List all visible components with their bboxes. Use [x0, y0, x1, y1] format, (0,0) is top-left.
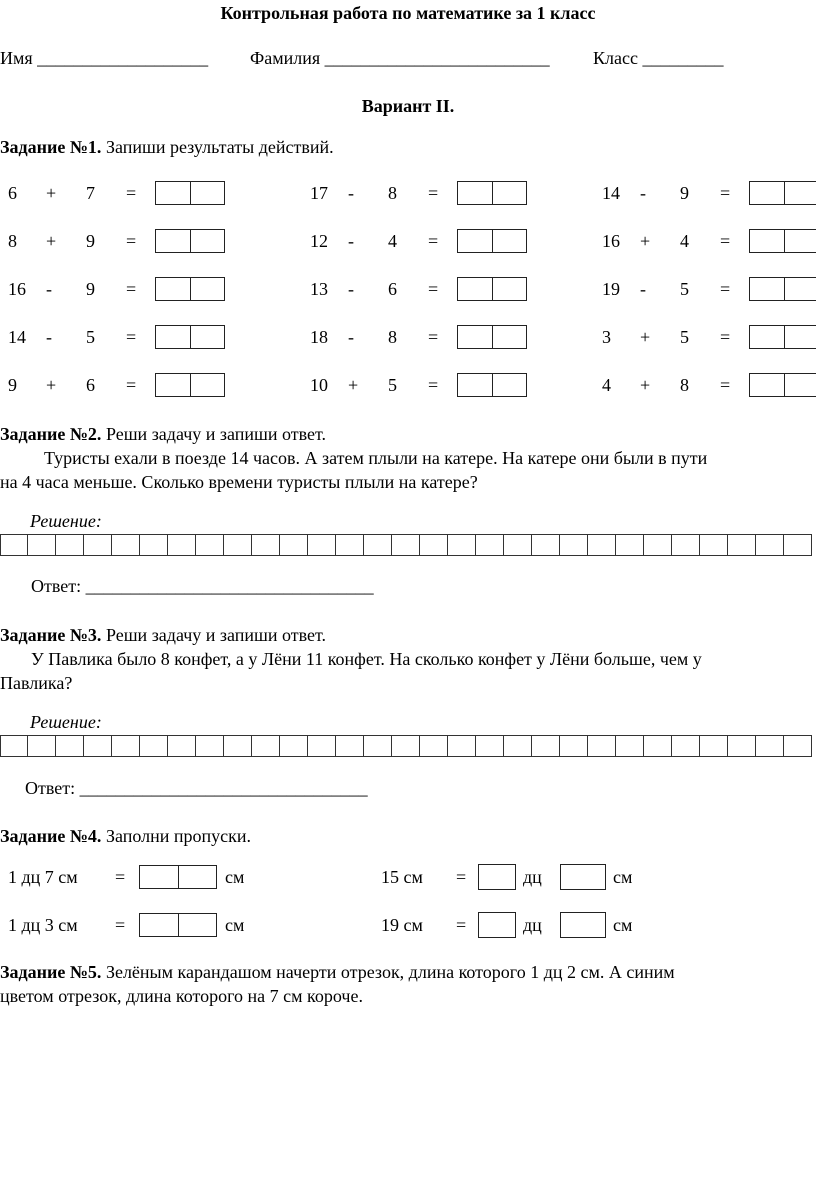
name-field-label: Имя ___________________	[0, 48, 209, 68]
task4-right-unit1: дц	[523, 867, 542, 887]
exercise-operand-a: 3	[602, 327, 611, 347]
task2-text: Реши задачу и запиши ответ.	[105, 424, 327, 444]
grid-cell[interactable]	[252, 534, 280, 556]
answer-cell[interactable]	[155, 277, 191, 301]
grid-cell[interactable]	[448, 735, 476, 757]
answer-cell[interactable]	[457, 373, 493, 397]
answer-cell[interactable]	[179, 865, 217, 889]
exercise-operand-a: 9	[8, 375, 17, 395]
answer-cell[interactable]	[155, 229, 191, 253]
answer-cell[interactable]	[493, 373, 527, 397]
task4-left-expr: 1 дц 7 см	[8, 867, 78, 887]
grid-cell[interactable]	[336, 735, 364, 757]
answer-cell[interactable]	[457, 229, 493, 253]
task3-solution-grid[interactable]	[0, 735, 816, 757]
exercise-answer-cells[interactable]	[457, 229, 527, 253]
exercise-operator: +	[348, 375, 359, 395]
answer-cell[interactable]	[749, 181, 785, 205]
exercise-operator: -	[348, 231, 354, 251]
task4-left-answer-cells[interactable]	[139, 913, 217, 937]
answer-cell[interactable]	[749, 229, 785, 253]
answer-cell[interactable]	[493, 229, 527, 253]
grid-cell[interactable]	[112, 735, 140, 757]
task4-right-unit2: см	[613, 867, 633, 887]
exercise-operator: -	[348, 183, 354, 203]
grid-cell[interactable]	[644, 735, 672, 757]
grid-cell[interactable]	[56, 534, 84, 556]
answer-cell[interactable]	[179, 913, 217, 937]
exercise-operand-a: 8	[8, 231, 17, 251]
answer-cell[interactable]	[493, 181, 527, 205]
exercise-operand-b: 9	[680, 183, 689, 203]
answer-cell[interactable]	[493, 325, 527, 349]
answer-cell[interactable]	[191, 181, 225, 205]
answer-cell[interactable]	[155, 373, 191, 397]
answer-cell[interactable]	[785, 277, 816, 301]
exercise-operand-a: 12	[310, 231, 328, 251]
grid-cell[interactable]	[616, 735, 644, 757]
exercise-equals-sign: =	[428, 231, 439, 251]
exercise-equals-sign: =	[126, 231, 137, 251]
grid-cell[interactable]	[700, 735, 728, 757]
grid-cell[interactable]	[224, 735, 252, 757]
task2-solution-grid[interactable]	[0, 534, 816, 556]
task5-heading: Задание №5.	[0, 962, 102, 982]
grid-cell[interactable]	[392, 534, 420, 556]
page-title: Контрольная работа по математике за 1 класс	[220, 3, 596, 23]
exercise-operand-b: 4	[388, 231, 397, 251]
grid-cell[interactable]	[588, 735, 616, 757]
grid-cell[interactable]	[112, 534, 140, 556]
exercise-operand-b: 8	[388, 327, 397, 347]
exercise-equals-sign: =	[126, 327, 137, 347]
answer-cell[interactable]	[191, 229, 225, 253]
task2-problem-line1: Туристы ехали в поезде 14 часов. А затем плыли на катере. На катере они были в пути	[44, 448, 708, 468]
answer-cell[interactable]	[785, 181, 816, 205]
exercise-operator: +	[640, 231, 651, 251]
exercise-operand-a: 14	[602, 183, 620, 203]
grid-cell[interactable]	[364, 534, 392, 556]
task3-heading: Задание №3.	[0, 625, 102, 645]
grid-cell[interactable]	[140, 534, 168, 556]
grid-cell[interactable]	[448, 534, 476, 556]
exercise-operator: -	[640, 183, 646, 203]
exercise-operand-b: 5	[680, 279, 689, 299]
surname-field-label: Фамилия _________________________	[250, 48, 550, 68]
exercise-operand-a: 19	[602, 279, 620, 299]
task4-dm-answer-box[interactable]	[478, 864, 516, 890]
task4-right-expr: 15 см	[381, 867, 423, 887]
exercise-operand-b: 9	[86, 279, 95, 299]
task4-left-eq: =	[115, 867, 126, 887]
exercise-operand-a: 16	[602, 231, 620, 251]
grid-cell[interactable]	[0, 735, 28, 757]
exercise-equals-sign: =	[720, 375, 731, 395]
task4-text: Заполни пропуски.	[105, 826, 251, 846]
grid-cell[interactable]	[756, 534, 784, 556]
grid-cell[interactable]	[560, 534, 588, 556]
exercise-equals-sign: =	[428, 327, 439, 347]
task2-heading: Задание №2.	[0, 424, 102, 444]
exercise-operator: -	[348, 327, 354, 347]
grid-cell[interactable]	[168, 735, 196, 757]
exercise-operand-b: 4	[680, 231, 689, 251]
task2-problem-line2: на 4 часа меньше. Сколько времени туристы плыли на катере?	[0, 472, 478, 492]
grid-cell[interactable]	[28, 534, 56, 556]
grid-cell[interactable]	[280, 534, 308, 556]
exercise-operand-b: 8	[388, 183, 397, 203]
grid-cell[interactable]	[644, 534, 672, 556]
exercise-operand-a: 4	[602, 375, 611, 395]
grid-cell[interactable]	[784, 534, 812, 556]
task1-heading-line	[0, 137, 334, 158]
exercise-answer-cells[interactable]	[457, 373, 527, 397]
exercise-answer-cells[interactable]	[749, 325, 816, 349]
answer-cell[interactable]	[155, 325, 191, 349]
exercise-answer-cells[interactable]	[749, 229, 816, 253]
grid-cell[interactable]	[280, 735, 308, 757]
exercise-operator: -	[46, 327, 52, 347]
answer-cell[interactable]	[457, 325, 493, 349]
exercise-operator: +	[640, 327, 651, 347]
exercise-operand-b: 5	[680, 327, 689, 347]
answer-cell[interactable]	[139, 865, 179, 889]
exercise-operand-a: 10	[310, 375, 328, 395]
answer-cell[interactable]	[749, 325, 785, 349]
exercise-equals-sign: =	[428, 183, 439, 203]
grid-cell[interactable]	[84, 534, 112, 556]
grid-cell[interactable]	[56, 735, 84, 757]
exercise-operator: +	[46, 183, 57, 203]
task3-solution-label: Решение:	[30, 712, 102, 732]
grid-cell[interactable]	[504, 534, 532, 556]
task5-line1	[0, 962, 675, 983]
exercise-answer-cells[interactable]	[155, 373, 225, 397]
exercise-equals-sign: =	[126, 183, 137, 203]
exercise-equals-sign: =	[720, 327, 731, 347]
task3-problem-line2: Павлика?	[0, 673, 73, 693]
grid-cell[interactable]	[504, 735, 532, 757]
exercise-equals-sign: =	[720, 183, 731, 203]
grid-cell[interactable]	[728, 735, 756, 757]
task4-right-eq: =	[456, 867, 467, 887]
task4-heading: Задание №4.	[0, 826, 102, 846]
task3-problem-line1: У Павлика было 8 конфет, а у Лёни 11 конфет. На сколько конфет у Лёни больше, чем у	[31, 649, 702, 669]
grid-cell[interactable]	[728, 534, 756, 556]
task4-left-unit: см	[225, 915, 245, 935]
grid-cell[interactable]	[308, 534, 336, 556]
grid-cell[interactable]	[532, 534, 560, 556]
exercise-answer-cells[interactable]	[155, 325, 225, 349]
task4-heading-line	[0, 826, 251, 847]
exercise-operand-b: 5	[86, 327, 95, 347]
task4-left-eq: =	[115, 915, 126, 935]
answer-cell[interactable]	[785, 325, 816, 349]
task1-heading: Задание №1.	[0, 137, 102, 157]
answer-cell[interactable]	[749, 277, 785, 301]
exercise-answer-cells[interactable]	[457, 181, 527, 205]
task4-left-expr: 1 дц 3 см	[8, 915, 78, 935]
task4-right-eq: =	[456, 915, 467, 935]
exercise-operand-b: 8	[680, 375, 689, 395]
task2-solution-label: Решение:	[30, 511, 102, 531]
class-field-label: Класс _________	[593, 48, 724, 68]
exercise-answer-cells[interactable]	[155, 229, 225, 253]
exercise-operator: -	[640, 279, 646, 299]
exercise-operand-b: 6	[86, 375, 95, 395]
exercise-operator: +	[46, 231, 57, 251]
exercise-equals-sign: =	[428, 375, 439, 395]
exercise-operand-b: 7	[86, 183, 95, 203]
grid-cell[interactable]	[476, 735, 504, 757]
task2-answer-line: Ответ: ________________________________	[31, 576, 374, 596]
grid-cell[interactable]	[560, 735, 588, 757]
task3-heading-line	[0, 625, 326, 646]
exercise-operand-a: 6	[8, 183, 17, 203]
answer-cell[interactable]	[785, 229, 816, 253]
exercise-operand-a: 17	[310, 183, 328, 203]
exercise-answer-cells[interactable]	[749, 181, 816, 205]
exercise-equals-sign: =	[428, 279, 439, 299]
task4-right-expr: 19 см	[381, 915, 423, 935]
exercise-answer-cells[interactable]	[749, 373, 816, 397]
exercise-operator: -	[46, 279, 52, 299]
grid-cell[interactable]	[392, 735, 420, 757]
grid-cell[interactable]	[308, 735, 336, 757]
answer-cell[interactable]	[785, 373, 816, 397]
grid-cell[interactable]	[252, 735, 280, 757]
exercise-operand-a: 16	[8, 279, 26, 299]
exercise-operand-b: 9	[86, 231, 95, 251]
exercise-answer-cells[interactable]	[749, 277, 816, 301]
answer-cell[interactable]	[191, 325, 225, 349]
grid-cell[interactable]	[196, 534, 224, 556]
grid-cell[interactable]	[700, 534, 728, 556]
grid-cell[interactable]	[588, 534, 616, 556]
exercise-operand-b: 6	[388, 279, 397, 299]
exercise-operand-a: 18	[310, 327, 328, 347]
exercise-operator: +	[46, 375, 57, 395]
grid-cell[interactable]	[784, 735, 812, 757]
grid-cell[interactable]	[28, 735, 56, 757]
answer-cell[interactable]	[457, 277, 493, 301]
exercise-equals-sign: =	[720, 279, 731, 299]
task4-right-unit2: см	[613, 915, 633, 935]
grid-cell[interactable]	[364, 735, 392, 757]
task4-left-unit: см	[225, 867, 245, 887]
answer-cell[interactable]	[139, 913, 179, 937]
answer-cell[interactable]	[191, 277, 225, 301]
task4-dm-answer-box[interactable]	[478, 912, 516, 938]
grid-cell[interactable]	[476, 534, 504, 556]
grid-cell[interactable]	[224, 534, 252, 556]
task1-text: Запиши результаты действий.	[105, 137, 334, 157]
answer-cell[interactable]	[493, 277, 527, 301]
grid-cell[interactable]	[84, 735, 112, 757]
exercise-operand-b: 5	[388, 375, 397, 395]
grid-cell[interactable]	[168, 534, 196, 556]
grid-cell[interactable]	[336, 534, 364, 556]
task5-text-line1: Зелёным карандашом начерти отрезок, длина которого 1 дц 2 см. А синим	[105, 962, 675, 982]
exercise-equals-sign: =	[126, 279, 137, 299]
grid-cell[interactable]	[0, 534, 28, 556]
exercise-equals-sign: =	[720, 231, 731, 251]
grid-cell[interactable]	[672, 735, 700, 757]
variant-title: Вариант II.	[361, 96, 455, 116]
exercise-answer-cells[interactable]	[457, 325, 527, 349]
task3-answer-line: Ответ: ________________________________	[25, 778, 368, 798]
exercise-equals-sign: =	[126, 375, 137, 395]
task4-left-answer-cells[interactable]	[139, 865, 217, 889]
exercise-operator: +	[640, 375, 651, 395]
answer-cell[interactable]	[191, 373, 225, 397]
exercise-answer-cells[interactable]	[155, 277, 225, 301]
answer-cell[interactable]	[155, 181, 191, 205]
task3-text: Реши задачу и запиши ответ.	[105, 625, 327, 645]
exercise-answer-cells[interactable]	[457, 277, 527, 301]
answer-cell[interactable]	[749, 373, 785, 397]
grid-cell[interactable]	[420, 534, 448, 556]
task4-right-unit1: дц	[523, 915, 542, 935]
grid-cell[interactable]	[420, 735, 448, 757]
grid-cell[interactable]	[672, 534, 700, 556]
task4-cm-answer-box[interactable]	[560, 864, 606, 890]
grid-cell[interactable]	[196, 735, 224, 757]
task5-text-line2: цветом отрезок, длина которого на 7 см короче.	[0, 986, 363, 1006]
answer-cell[interactable]	[457, 181, 493, 205]
grid-cell[interactable]	[140, 735, 168, 757]
grid-cell[interactable]	[532, 735, 560, 757]
exercise-answer-cells[interactable]	[155, 181, 225, 205]
grid-cell[interactable]	[756, 735, 784, 757]
task4-cm-answer-box[interactable]	[560, 912, 606, 938]
exercise-operand-a: 14	[8, 327, 26, 347]
task2-heading-line	[0, 424, 326, 445]
grid-cell[interactable]	[616, 534, 644, 556]
exercise-operand-a: 13	[310, 279, 328, 299]
exercise-operator: -	[348, 279, 354, 299]
